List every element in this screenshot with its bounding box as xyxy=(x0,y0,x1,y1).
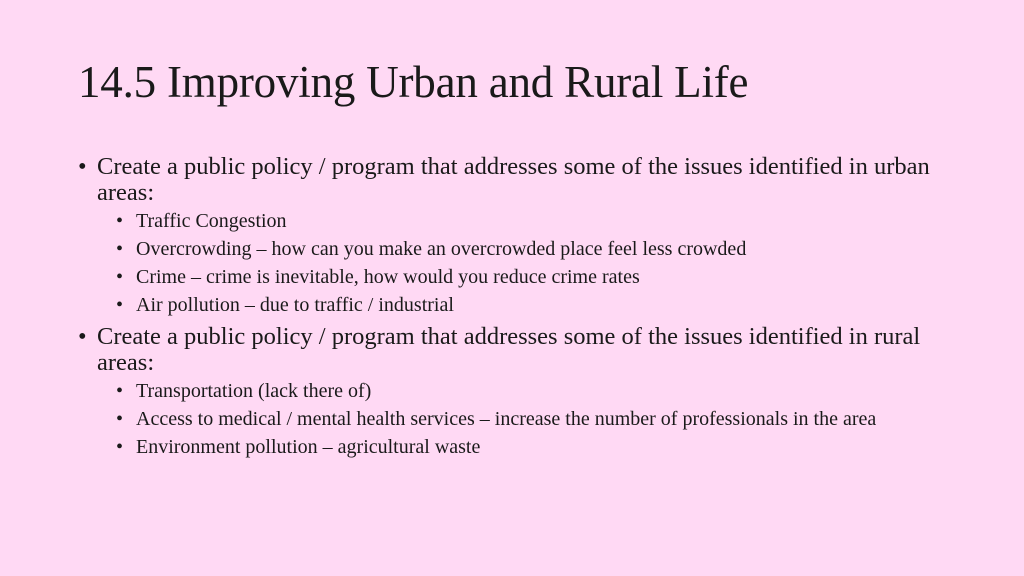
list-item-text: Traffic Congestion xyxy=(136,210,287,232)
list-item-text: Transportation (lack there of) xyxy=(136,380,372,402)
sub-bullet-dot: • xyxy=(116,408,124,430)
list-item xyxy=(116,436,958,458)
list-item-text: Environment pollution – agricultural waste xyxy=(136,436,481,458)
list-item-text: Crime – crime is inevitable, how would you reduce crime rates xyxy=(136,266,640,288)
bullet-dot: • xyxy=(78,153,87,180)
sub-bullet-dot: • xyxy=(116,380,124,402)
list-item xyxy=(116,210,958,232)
sub-bullet-dot: • xyxy=(116,294,124,316)
list-item xyxy=(116,238,958,260)
bullet-dot: • xyxy=(78,323,87,350)
urban-policy-bullet xyxy=(78,154,958,206)
slide-title: 14.5 Improving Urban and Rural Life xyxy=(78,57,749,107)
rural-policy-bullet xyxy=(78,324,958,376)
list-item xyxy=(116,408,958,430)
sub-bullet-dot: • xyxy=(116,436,124,458)
list-item xyxy=(116,380,958,402)
slide-content xyxy=(78,154,958,464)
list-item-text: Access to medical / mental health services – increase the number of professionals in the area xyxy=(136,408,877,430)
list-item xyxy=(116,266,958,288)
urban-section xyxy=(78,154,958,316)
sub-bullet-dot: • xyxy=(116,210,124,232)
bullet-text: Create a public policy / program that addresses some of the issues identified in rural areas: xyxy=(97,323,921,376)
urban-issues-list xyxy=(116,210,958,316)
bullet-text: Create a public policy / program that addresses some of the issues identified in urban areas: xyxy=(97,153,930,206)
list-item-text: Overcrowding – how can you make an overcrowded place feel less crowded xyxy=(136,238,747,260)
rural-issues-list xyxy=(116,380,958,458)
sub-bullet-dot: • xyxy=(116,266,124,288)
list-item xyxy=(116,294,958,316)
rural-section xyxy=(78,324,958,458)
list-item-text: Air pollution – due to traffic / industrial xyxy=(136,294,454,316)
sub-bullet-dot: • xyxy=(116,238,124,260)
